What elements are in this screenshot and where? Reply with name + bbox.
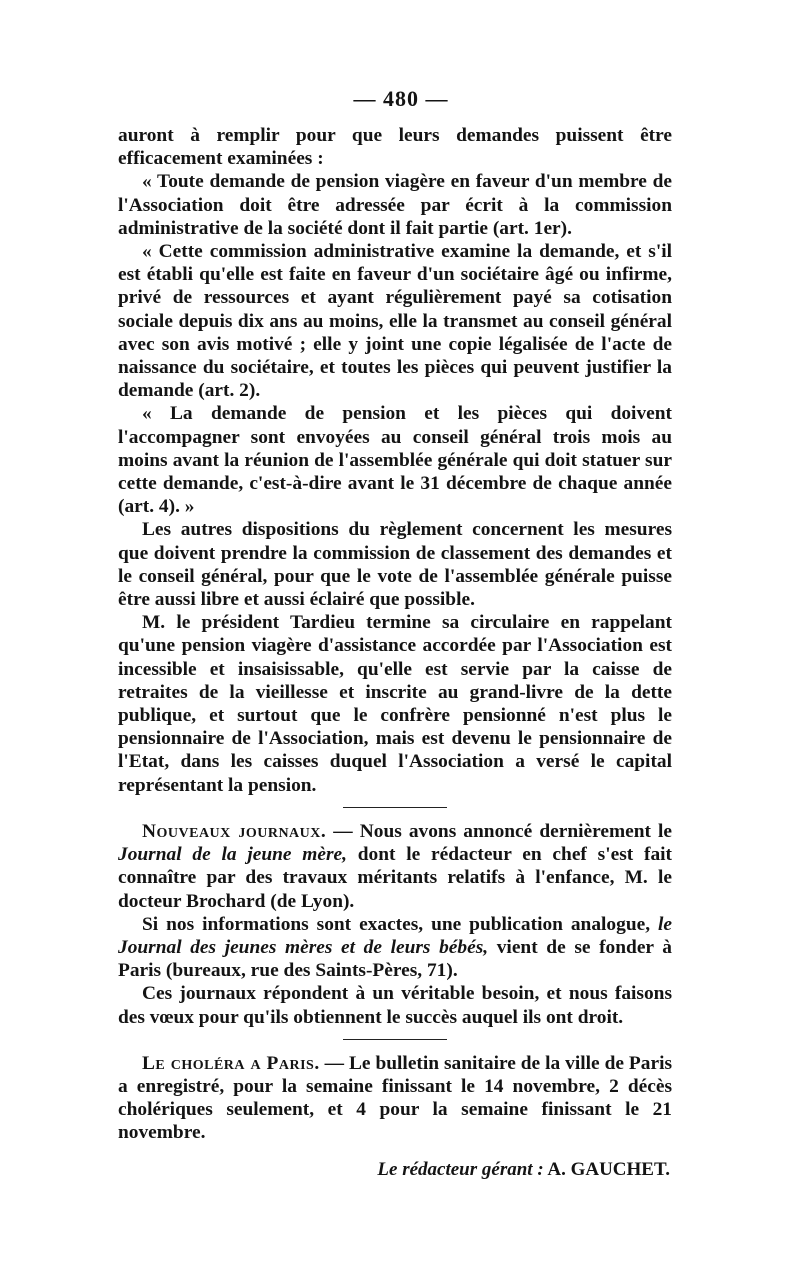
signature-role: Le rédacteur gérant : [377,1158,544,1180]
cholera-text: — Le bulletin sanitaire de la ville de Paris a enregistré, pour la semaine finissant le 14 novembre, 2 décès cholériques seulement, et 4 pour la semaine finissant le 21 novembre. [118,1052,672,1144]
nouveaux-text-3: Si nos informations sont exactes, une publication analogue, [142,913,658,935]
paragraph-quote-art2: « Cette commission administrative examine la demande, et s'il est établi qu'elle est faite en faveur d'un sociétaire âgé ou infirme, privé de ressources et ayant régulièrement payé sa cotisation sociale depuis dix ans au moins, elle la transmet au conseil général avec son avis motivé ; elle y joint une copie légalisée de l'acte de naissance du sociétaire, et toutes les pièces qui peuvent justifier la demande (art. 2). [118,241,672,402]
section-title-cholera: Le choléra a Paris. [142,1052,320,1074]
journal-name-jeune-mere: Journal de la jeune mère, [118,844,347,866]
page-number: — 480 — [353,86,449,111]
paragraph-quote-art1: « Toute demande de pension viagère en faveur d'un membre de l'Association doit être adressée par écrit à la commission administrative de la société dont il fait partie (art. 1er). [118,171,672,239]
nouveaux-text-1: — Nous avons annoncé dernièrement le [326,820,673,842]
paragraph-cholera [118,1052,672,1145]
nouveaux-text-2: dont le rédacteur en chef s'est fait connaître par des travaux méritants relatifs à l'enfance, M. le docteur Brochard (de Lyon). [118,844,672,912]
journal-name-jeunes-meres: le Journal des jeunes mères et de leurs bébés, [118,913,672,958]
section-divider [343,1039,447,1040]
section-divider [343,807,447,808]
paragraph-nouveaux-journaux-3: Ces journaux répondent à un véritable besoin, et nous faisons des vœux pour qu'ils obtiennent le succès auquel ils ont droit. [118,983,672,1028]
nouveaux-text-4: vient de se fonder à Paris (bureaux, rue des Saints-Pères, 71). [118,936,672,982]
section-title-nouveaux-journaux: Nouveaux journaux. [142,820,327,842]
signature-line [118,1159,672,1181]
paragraph-quote-art4: « La demande de pension et les pièces qui doivent l'accompagner sont envoyées au conseil général trois mois au moins avant la réunion de l'assemblée générale qui doit statuer sur cette demande, c'est-à-dire avant le 31 décembre de chaque année (art. 4). » [118,403,672,518]
paragraph-nouveaux-journaux-2 [118,913,672,983]
paragraph-nouveaux-journaux-1 [118,820,672,913]
paragraph-intro: auront à remplir pour que leurs demandes puissent être efficacement examinées : [118,125,672,170]
paragraph-president-circular: M. le président Tardieu termine sa circulaire en rappelant qu'une pension viagère d'assistance accordée par l'Association est incessible et insaisissable, qu'elle est servie par la caisse de retraites de la vieillesse et inscrite au grand-livre de la dette publique, et surtout que le confrère pensionné n'est plus le pensionnaire de l'Association, mais est devenu le pensionnaire de l'Etat, dans les caisses duquel l'Association a versé le capital représentant la pension. [118,612,672,796]
paragraph-other-dispositions: Les autres dispositions du règlement concernent les mesures que doivent prendre la commission de classement des demandes et le conseil général, pour que le vote de l'assemblée générale puisse être aussi libre et aussi éclairé que possible. [118,519,672,611]
signature-name: A. GAUCHET. [543,1158,670,1180]
